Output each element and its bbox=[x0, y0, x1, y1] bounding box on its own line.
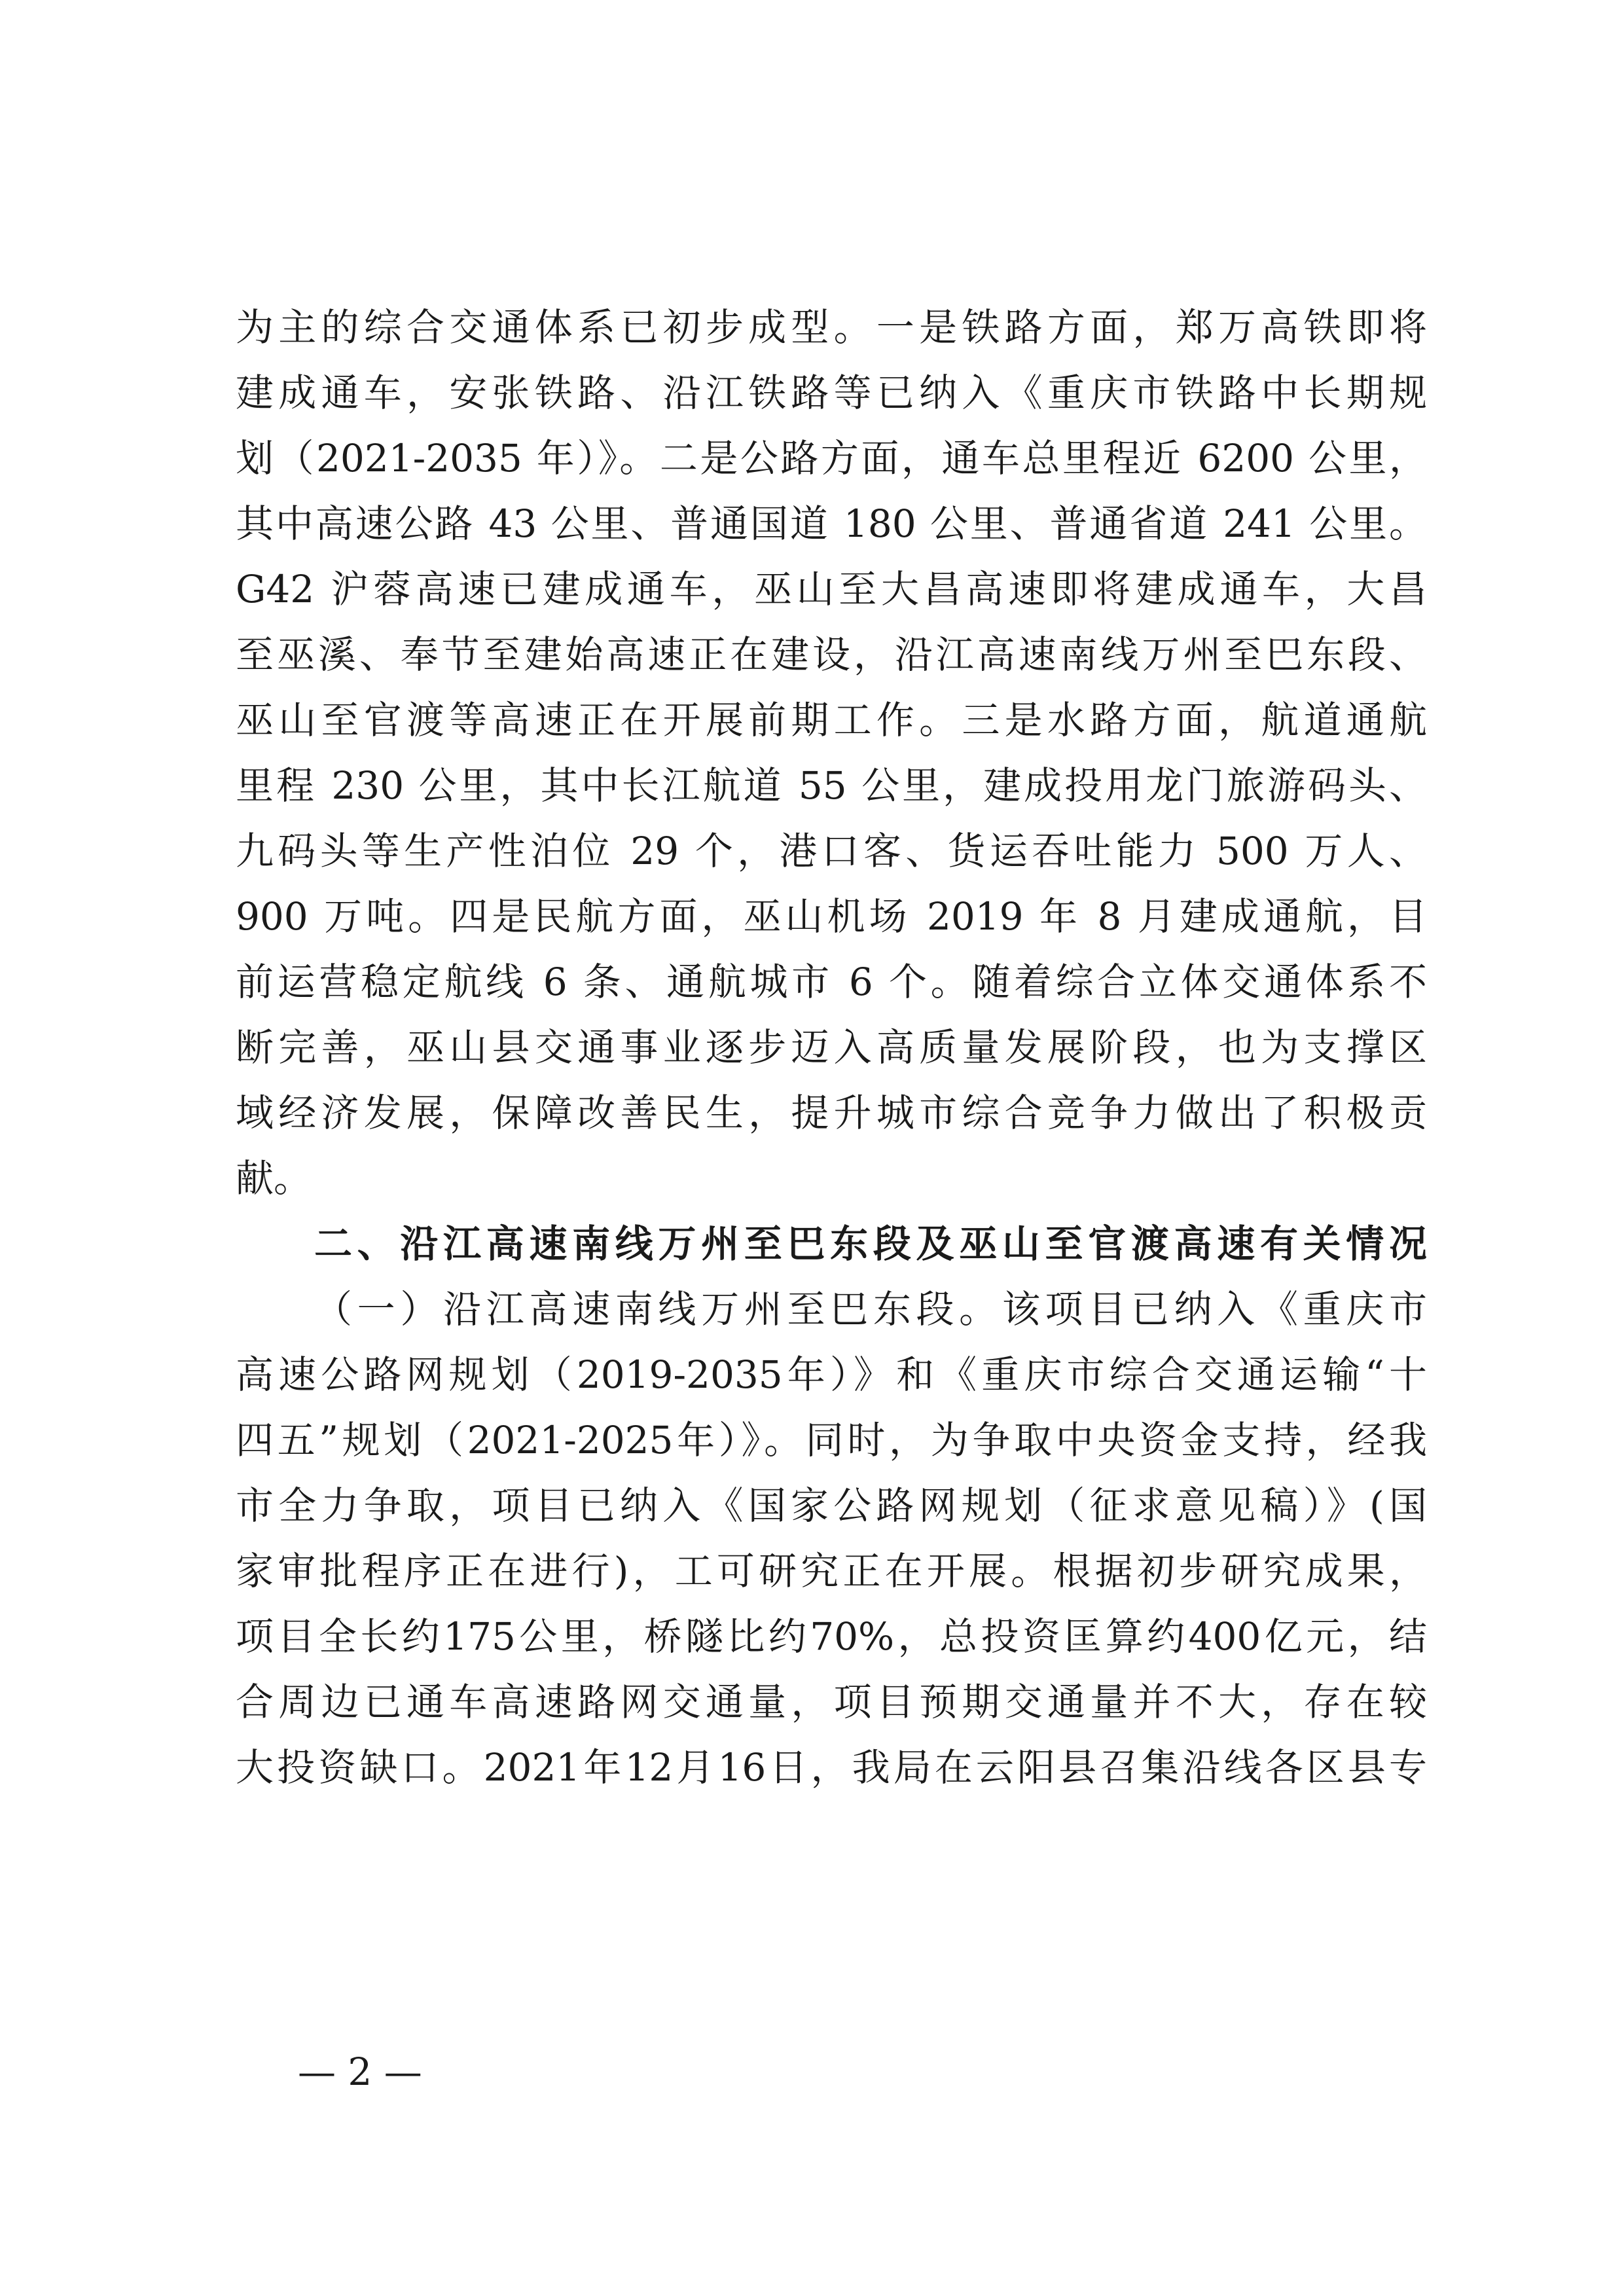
paragraph-line: 域经济发展，保障改善民生，提升城市综合竞争力做出了积极贡 bbox=[236, 1091, 1427, 1135]
paragraph-line: 前运营稳定航线 6 条、通航城市 6 个。随着综合立体交通体系不 bbox=[236, 960, 1427, 1004]
paragraph-line: 为主的综合交通体系已初步成型。一是铁路方面，郑万高铁即将 bbox=[236, 305, 1427, 350]
paragraph-line: 划（2021-2035 年）》。二是公路方面，通车总里程近 6200 公里， bbox=[236, 436, 1427, 480]
page-number: — 2 — bbox=[298, 2050, 422, 2094]
paragraph-line: 项目全长约175公里，桥隧比约70%，总投资匡算约400亿元，结 bbox=[236, 1614, 1427, 1659]
sub-heading-rest: 该项目已纳入《重庆市 bbox=[1001, 1287, 1427, 1331]
paragraph-line: 巫山至官渡等高速正在开展前期工作。三是水路方面，航道通航 bbox=[236, 698, 1427, 742]
paragraph-line: 家审批程序正在进行)，工可研究正在开展。根据初步研究成果， bbox=[236, 1549, 1427, 1593]
paragraph-line: 建成通车，安张铁路、沿江铁路等已纳入《重庆市铁路中长期规 bbox=[236, 370, 1427, 415]
paragraph-line: 四五”规划（2021-2025年）》。同时，为争取中央资金支持，经我 bbox=[236, 1418, 1427, 1462]
paragraph-line: 其中高速公路 43 公里、普通国道 180 公里、普通省道 241 公里。 bbox=[236, 501, 1427, 546]
paragraph-line: 里程 230 公里，其中长江航道 55 公里，建成投用龙门旅游码头、 bbox=[236, 763, 1427, 808]
paragraph-line: 900 万吨。四是民航方面，巫山机场 2019 年 8 月建成通航，目 bbox=[236, 894, 1427, 939]
sub-heading-line bbox=[314, 1280, 1427, 1339]
paragraph-line: 至巫溪、奉节至建始高速正在建设，沿江高速南线万州至巴东段、 bbox=[236, 632, 1427, 677]
paragraph-line: 大投资缺口。2021年12月16日，我局在云阳县召集沿线各区县专 bbox=[236, 1745, 1427, 1790]
paragraph-line: 断完善，巫山县交通事业逐步迈入高质量发展阶段，也为支撑区 bbox=[236, 1025, 1427, 1070]
paragraph-line: 高速公路网规划（2019-2035年）》和《重庆市综合交通运输“十 bbox=[236, 1352, 1427, 1397]
paragraph-line: 市全力争取，项目已纳入《国家公路网规划（征求意见稿）》(国 bbox=[236, 1483, 1427, 1528]
paragraph-line: 献。 bbox=[236, 1156, 312, 1201]
sub-heading: （一）沿江高速南线万州至巴东段。 bbox=[314, 1287, 1002, 1331]
paragraph-line: 九码头等生产性泊位 29 个，港口客、货运吞吐能力 500 万人、 bbox=[236, 829, 1427, 873]
paragraph-line: 合周边已通车高速路网交通量，项目预期交通量并不大，存在较 bbox=[236, 1680, 1427, 1724]
section-heading: 二、沿江高速南线万州至巴东段及巫山至官渡高速有关情况 bbox=[314, 1221, 1427, 1266]
paragraph-line: G42 沪蓉高速已建成通车，巫山至大昌高速即将建成通车，大昌 bbox=[236, 567, 1427, 611]
